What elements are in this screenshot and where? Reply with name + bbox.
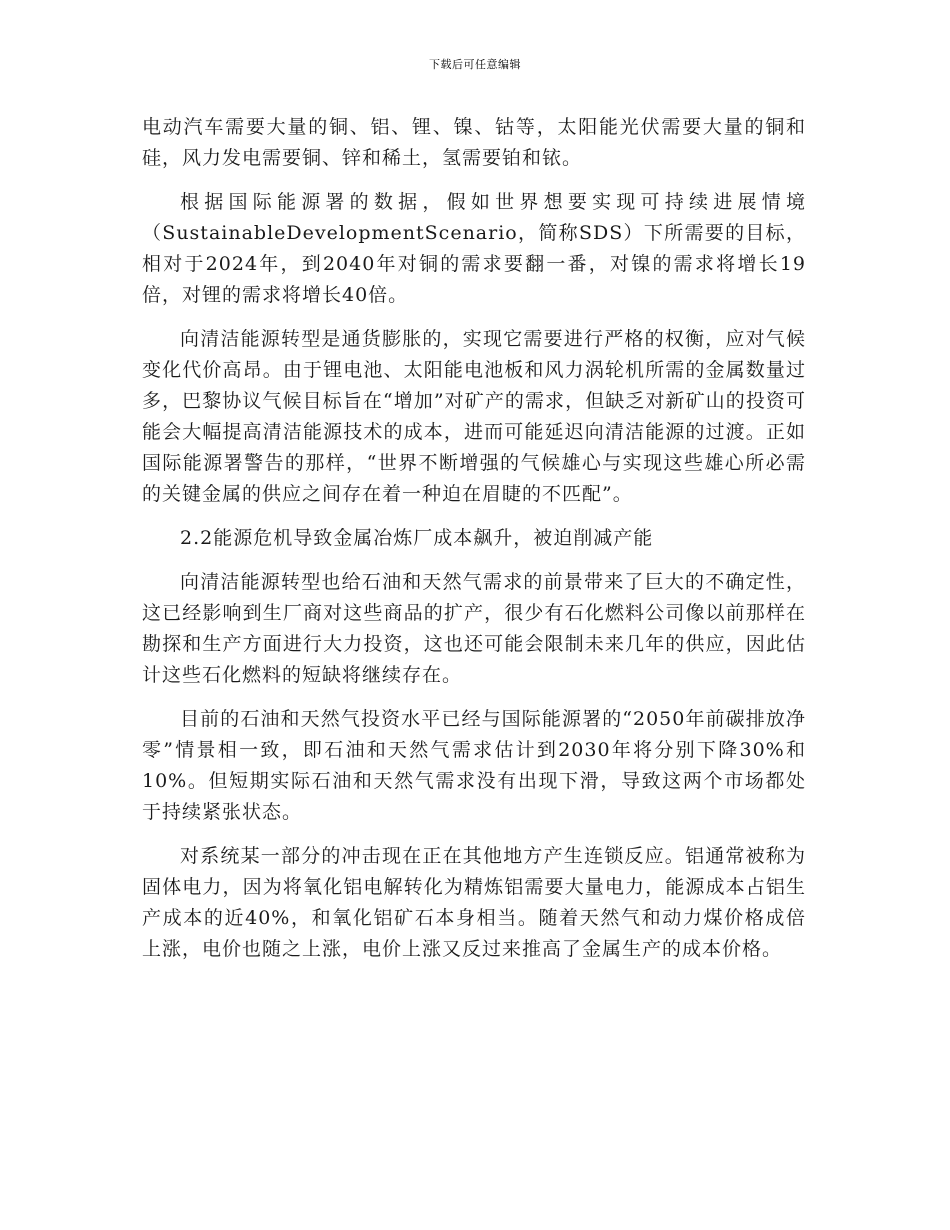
section-heading-2-2: 2.2能源危机导致金属冶炼厂成本飙升，被迫削减产能 xyxy=(180,527,654,549)
paragraph-materials-demand: 电动汽车需要大量的铜、铝、锂、镍、钴等，太阳能光伏需要大量的铜和硅，风力发电需要铜、锌和稀土，氢需要铂和铱。 xyxy=(142,116,806,169)
paragraph-iea-sds-targets: 根据国际能源署的数据，假如世界想要实现可持续进展情境（SustainableDevelopmentScenario，简称SDS）下所需要的目标，相对于2024年，到2040年对铜的需求要翻一番，对镍的需求将增长19倍，对锂的需求将增长40倍。 xyxy=(142,191,806,306)
document-body xyxy=(142,112,806,978)
paragraph-aluminium-power-costs: 对系统某一部分的冲击现在正在其他地方产生连锁反应。铝通常被称为固体电力，因为将氧化铝电解转化为精炼铝需要大量电力，能源成本占铝生产成本的近40%，和氧化铝矿石本身相当。随着天然气和动力煤价格成倍上涨，电价也随之上涨，电价上涨又反过来推高了金属生产的成本价格。 xyxy=(142,845,806,960)
paragraph-investment-levels: 目前的石油和天然气投资水平已经与国际能源署的“2050年前碳排放净零”情景相一致，即石油和天然气需求估计到2030年将分别下降30%和10%。但短期实际石油和天然气需求没有出现下滑，导致这两个市场都处于持续紧张状态。 xyxy=(142,708,806,823)
paragraph-energy-transition-inflation: 向清洁能源转型是通货膨胀的，实现它需要进行严格的权衡，应对气候变化代价高昂。由于锂电池、太阳能电池板和风力涡轮机所需的金属数量过多，巴黎协议气候目标旨在“增加”对矿产的需求，但缺乏对新矿山的投资可能会大幅提高清洁能源技术的成本，进而可能延迟向清洁能源的过渡。正如国际能源署警告的那样，“世界不断增强的气候雄心与实现这些雄心所必需的关键金属的供应之间存在着一种迫在眉睫的不匹配”。 xyxy=(142,328,806,505)
page-header: 下载后可任意编辑 xyxy=(429,58,521,71)
paragraph-oil-gas-uncertainty: 向清洁能源转型也给石油和天然气需求的前景带来了巨大的不确定性，这已经影响到生厂商对这些商品的扩产，很少有石化燃料公司像以前那样在勘探和生产方面进行大力投资，这也还可能会限制未来几年的供应，因此估计这些石化燃料的短缺将继续存在。 xyxy=(142,571,806,686)
